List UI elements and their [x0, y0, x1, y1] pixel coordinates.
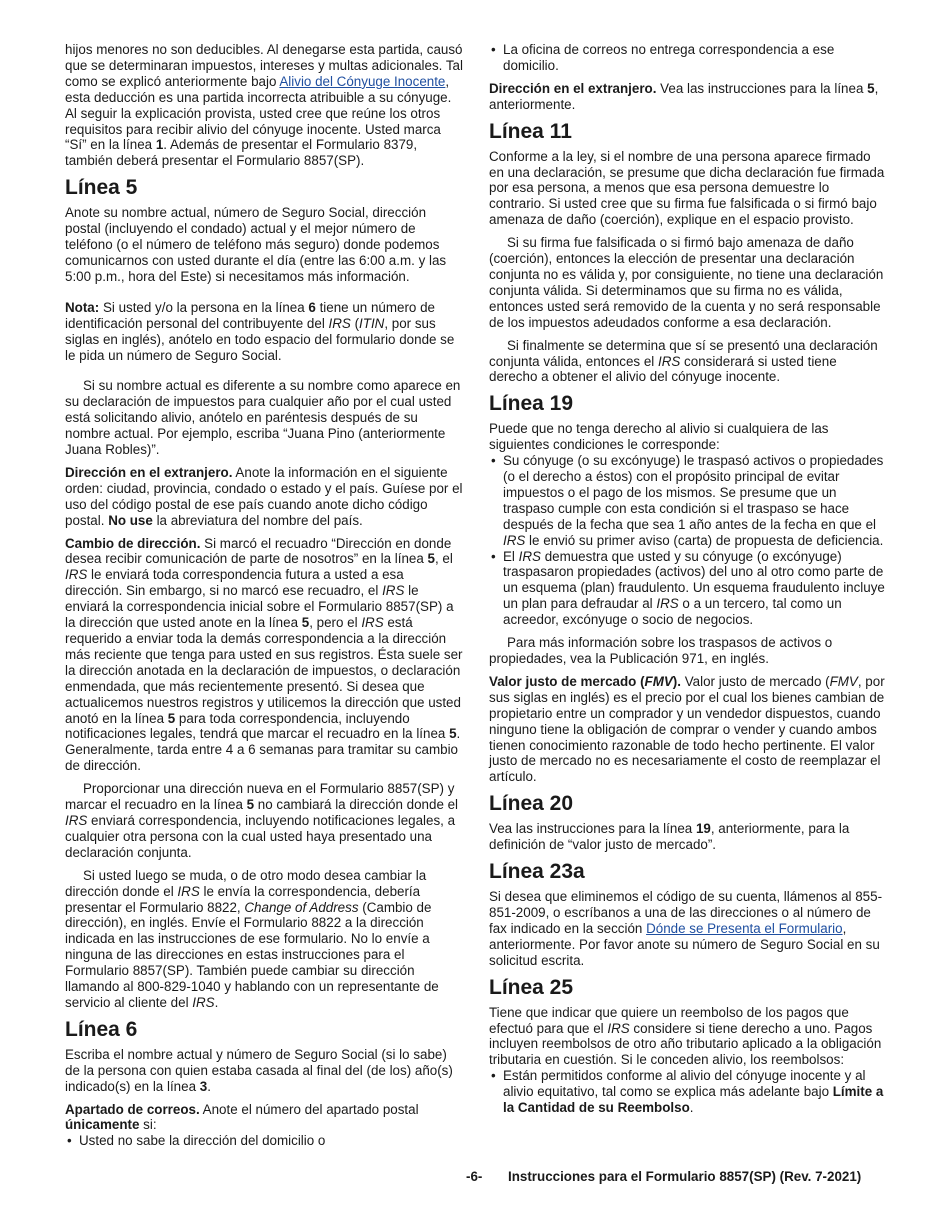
link-donde-se-presenta[interactable]: Dónde se Presenta el Formulario — [646, 920, 843, 936]
bullet-linea-19-2: • El IRS demuestra que usted y su cónyuge (o excónyuge) traspasaron propiedades (activos) del uno al otro como parte de un esquema (plan) fraudulento. Un esquema fraudulento incluye un plan para defraudar al IRS o a un tercero, tal como un acreedor, excónyuge o socio de negocios. — [489, 549, 887, 629]
paragraph-linea-20: Vea las instrucciones para la línea 19, anteriormente, para la definición de “valor justo de mercado”. — [489, 821, 850, 853]
link-alivio-conyuge-inocente[interactable]: Alivio del Cónyuge Inocente — [279, 73, 446, 89]
paragraph-cambio-direccion: Cambio de dirección. Si marcó el recuadro “Dirección en donde desea recibir comunicación de parte de nosotros” en la línea 5, el IRS le enviará toda correspondencia futura a usted a esa dirección. Sin embargo, si no marcó ese recuadro, el IRS le enviará la correspondencia inicial sobre el Formulario 8857(SP) a la dirección que usted anote en la línea 5, pero el IRS está requerido a enviar toda la demás correspondencia a la dirección más reciente que tenga para usted en sus registros. Ésta suele ser la dirección anotada en la declaración de impuestos, o declaración enmendada, que más recientemente presentó. Si desea que actualicemos nuestros registros y utilicemos la dirección que usted anotó en la línea 5 para toda correspondencia, incluyendo notificaciones legales, tendrá que marcar el recuadro en la línea 5. Generalmente, tarda entre 4 a 6 semanas para tramitar su cambio de dirección. — [65, 535, 463, 774]
paragraph-mudanza: Si usted luego se muda, o de otro modo desea cambiar la dirección donde el IRS le envía la correspondencia, debería presentar el Formulario 8822, Change of Address (Cambio de dirección), en inglés. Envíe el Formulario 8822 a la dirección indicada en las instrucciones de ese formulario. No lo envíe a ninguna de las direcciones en estas instrucciones para el Formulario 8857(SP). También puede cambiar su dirección llamando al 800-829-1040 y hablando con un representante de servicio al cliente del IRS. — [65, 867, 439, 1010]
paragraph-linea-19-intro: Puede que no tenga derecho al alivio si cualquiera de las siguientes condiciones le corresponde: — [489, 421, 829, 453]
paragraph-linea-25: Tiene que indicar que quiere un reembolso de los pagos que efectuó para que el IRS considere si tiene derecho a uno. Pagos incluyen reembolsos de otro año tributario aplicado a la obligación tributaria en cuestión. Si le conceden alivio, los reembolsos: — [489, 1004, 882, 1068]
heading-linea-19: Línea 19 — [489, 392, 574, 416]
heading-linea-23a: Línea 23a — [489, 860, 585, 884]
page-number: -6- — [466, 1169, 483, 1184]
right-column — [489, 42, 887, 1116]
note-itin: Nota: Si usted y/o la persona en la línea 6 tiene un número de identificación personal del contribuyente del IRS (ITIN, por sus siglas en inglés), anótelo en todo espacio del formulario donde se le pida un número de Seguro Social. — [65, 299, 455, 363]
paragraph-linea-11-3: Si finalmente se determina que sí se presentó una declaración conjunta válida, entonces el IRS considerará si usted tiene derecho a obtener el alivio del cónyuge inocente. — [489, 337, 878, 385]
heading-linea-5: Línea 5 — [65, 176, 138, 200]
page-footer — [466, 1169, 886, 1185]
paragraph-linea-11-1: Conforme a la ley, si el nombre de una persona aparece firmado en una declaración, se presume que dicha declaración fue firmada por esa persona, a menos que esa persona demuestre lo contrario. Si usted cree que su firma fue falsificada o si firmó bajo amenaza de daño (coerción), explique en el espacio provisto. — [489, 148, 885, 228]
paragraph-linea-6: Escriba el nombre actual y número de Seguro Social (si lo sabe) de la persona con quien estaba casada al final del (de los) año(s) indicado(s) en la línea 3. — [65, 1046, 453, 1094]
paragraph-direccion-extranjero-6: Dirección en el extranjero. Vea las instrucciones para la línea 5, anteriormente. — [489, 80, 879, 112]
bullet-linea-25: • Están permitidos conforme al alivio del cónyuge inocente y al alivio equitativo, tal como se explica más adelante bajo Límite a la Cantidad de su Reembolso. — [489, 1068, 887, 1116]
heading-linea-11: Línea 11 — [489, 119, 572, 143]
paragraph-direccion-nueva: Proporcionar una dirección nueva en el Formulario 8857(SP) y marcar el recuadro en la línea 5 no cambiará la dirección donde el IRS enviará correspondencia, incluyendo notificaciones legales, a cualquier otra persona con la cual usted haya presentado una declaración conjunta. — [65, 781, 459, 860]
heading-linea-6: Línea 6 — [65, 1017, 138, 1041]
form-title: Instrucciones para el Formulario 8857(SP) (Rev. 7-2021) — [508, 1169, 862, 1184]
paragraph-valor-justo-mercado: Valor justo de mercado (FMV). Valor justo de mercado (FMV, por sus siglas en inglés) es el precio por el cual los bienes cambian de propietario entre un comprador y un vendedor dispuestos, cuando ninguno tiene la obligación de comprar o vender y cuando ambos tienen conocimiento razonable de todo hecho pertinente. El valor justo de mercado no es necesariamente el costo de reemplazar el artículo. — [489, 673, 885, 785]
left-column — [65, 42, 463, 1149]
paragraph-linea-19-traspasos: Para más información sobre los traspasos de activos o propiedades, vea la Publicación 971, en inglés. — [489, 635, 833, 666]
paragraph-intro: hijos menores no son deducibles. Al denegarse esta partida, causó que se determinaran impuestos, intereses y multas adicionales. Tal como se explicó anteriormente bajo Alivio del Cónyuge Inocente, esta deducción es una partida incorrecta atribuible a su cónyuge. Al seguir la explicación provista, usted cree que reúne los otros requisitos para recibir alivio del cónyuge inocente. Usted marca “Sí” en la línea 1. Además de presentar el Formulario 8379, también deberá presentar el Formulario 8857(SP). — [65, 42, 463, 169]
paragraph-linea-11-2: Si su firma fue falsificada o si firmó bajo amenaza de daño (coerción), entonces la elección de presentar una declaración conjunta no es válida y, por consiguiente, no tiene una declaración conjunta válida. Si determinamos que su firma no es válida, entonces usted será removido de la cuenta y no será responsable de los impuestos adeudados conforme a esa declaración. — [489, 235, 884, 330]
heading-linea-25: Línea 25 — [489, 975, 574, 999]
bullet-linea-19-1: • Su cónyuge (o su excónyuge) le traspasó activos o propiedades (o el derecho a éstos) con el propósito principal de evitar impuestos o el pago de los mismos. Se presume que un traspaso cumple con esta condición si el traspaso se hace después de la fecha que sea 1 año antes de la fecha en que el IRS le envió su primer aviso (carta) de propuesta de deficiencia. — [489, 453, 887, 548]
paragraph-apartado-correos: Apartado de correos. Anote el número del apartado postal únicamente si: — [65, 1101, 419, 1133]
paragraph-direccion-extranjero: Dirección en el extranjero. Anote la información en el siguiente orden: ciudad, provincia, condado o estado y el país. Guíese por el uso del código postal de ese país cuando anote dicho código postal. No use la abreviatura del nombre del país. — [65, 464, 463, 528]
paragraph-nombre-diferente: Si su nombre actual es diferente a su nombre como aparece en su declaración de impuestos para cualquier año por el cual usted está solicitando alivio, anótelo en paréntesis después de su nombre actual. Por ejemplo, escriba “Juana Pino (anteriormente Juana Robles)”. — [65, 378, 461, 458]
heading-linea-20: Línea 20 — [489, 792, 574, 816]
paragraph-linea-5: Anote su nombre actual, número de Seguro Social, dirección postal (incluyendo el condado) actual y el mejor número de teléfono (o el número de teléfono más seguro) donde podemos comunicarnos con usted durante el día (entre las 6:00 a.m. y las 5:00 p.m., hora del Este) si necesitamos más información. — [65, 205, 447, 284]
paragraph-linea-23a: Si desea que eliminemos el código de su cuenta, llámenos al 855-851-2009, o escríbanos a una de las direcciones o al número de fax indicado en la sección Dónde se Presenta el Formulario, anteriormente. Por favor anote su número de Seguro Social en su solicitud escrita. — [489, 889, 883, 968]
bullet-apartado-2: • La oficina de correos no entrega correspondencia a ese domicilio. — [489, 42, 887, 74]
bullet-apartado-1: • Usted no sabe la dirección del domicilio o — [65, 1133, 463, 1149]
